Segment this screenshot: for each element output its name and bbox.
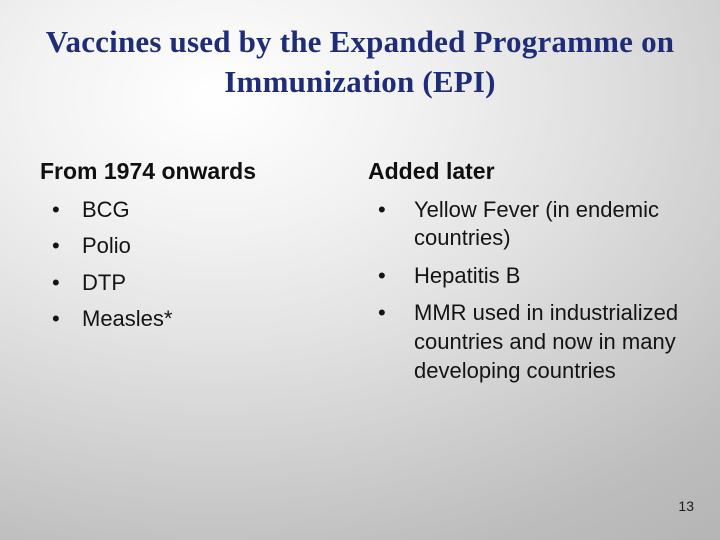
column-from-1974 xyxy=(40,158,340,342)
list-item-label: MMR used in industrialized countries and now in many developing countries xyxy=(414,300,679,383)
list-item xyxy=(368,196,686,253)
list-item-label: DTP xyxy=(82,269,126,295)
list-item-label: Yellow Fever (in endemic countries) xyxy=(414,196,659,251)
bullet-icon: • xyxy=(52,269,60,295)
bullet-icon: • xyxy=(52,306,60,332)
list-item xyxy=(40,269,340,298)
bullet-icon: • xyxy=(378,196,386,222)
column-added-later xyxy=(368,158,686,394)
bullet-icon: • xyxy=(378,300,386,326)
list-item xyxy=(368,299,686,385)
list-item-label: Hepatitis B xyxy=(414,262,521,288)
list-item xyxy=(40,305,340,334)
column-heading-left: From 1974 onwards xyxy=(40,158,257,184)
bullet-list-left xyxy=(40,196,340,334)
page-title: Vaccines used by the Expanded Programme on Immunization (EPI) xyxy=(45,24,675,99)
list-item xyxy=(40,196,340,225)
list-item-label: Polio xyxy=(82,233,131,259)
bullet-icon: • xyxy=(52,196,60,222)
list-item-label: Measles* xyxy=(82,306,173,332)
bullet-icon: • xyxy=(52,233,60,259)
column-heading-right: Added later xyxy=(368,158,495,184)
list-item xyxy=(368,262,686,291)
bullet-icon: • xyxy=(378,262,386,288)
list-item-label: BCG xyxy=(82,196,130,222)
page-number: 13 xyxy=(678,498,694,514)
list-item xyxy=(40,232,340,261)
bullet-list-right xyxy=(368,196,686,386)
